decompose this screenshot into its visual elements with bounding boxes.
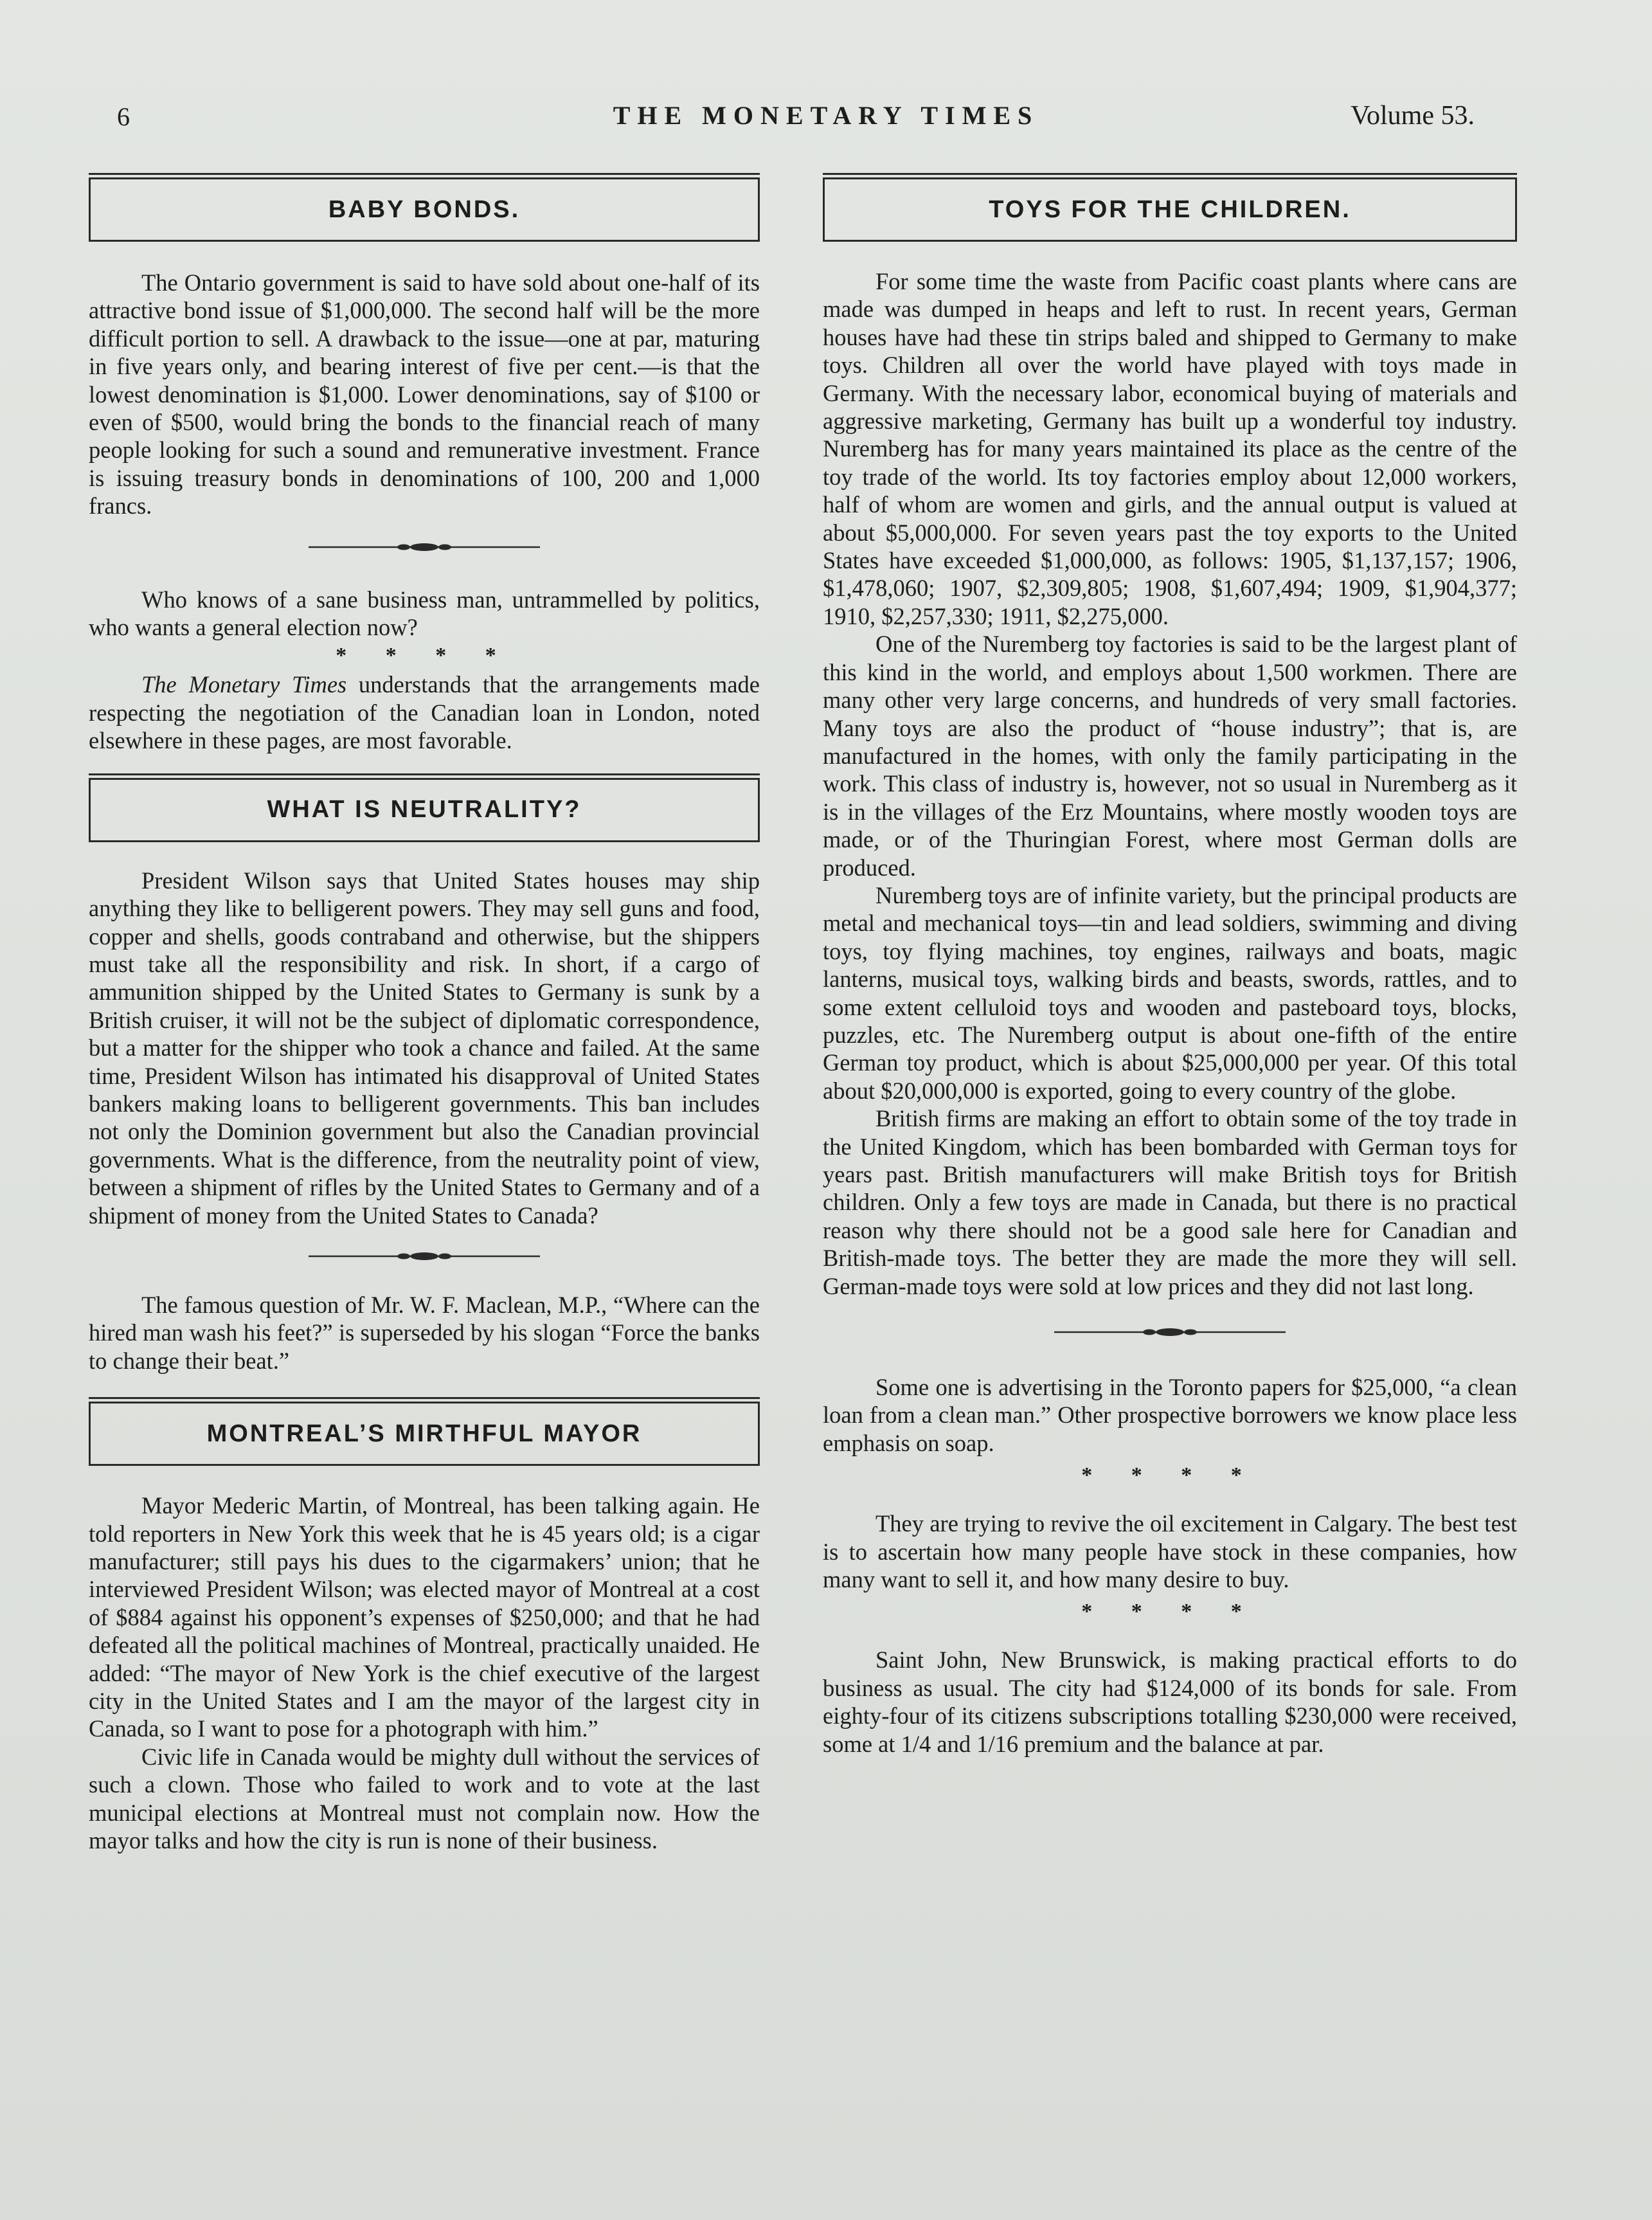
stars-divider: * * * * (1081, 1463, 1259, 1488)
page-number: 6 (117, 102, 130, 131)
section-heading-baby-bonds: BABY BONDS. (89, 177, 760, 242)
neutrality-paragraph: President Wilson says that United States houses may ship anything they like to belligerent powers. They may sell guns and food, copper and shells, goods contraband and otherwise, but the shippers must take all the responsibility and risk. In short, if a cargo of ammunition shipped by the United States to Germany is sunk by a British cruiser, it will not be the subject of diplomatic correspondence, but a matter for the shipper who took a chance and failed. At the same time, President Wilson has intimated his disapproval of United States bankers making loans to belligerent governments. This ban includes not only the Dominion government but also the Canadian provincial governments. What is the difference, from the neutrality point of view, between a shipment of rifles by the United States to Germany and of a shipment of money from the United States to Canada? (89, 867, 760, 1229)
baby-bonds-paragraph: The Ontario government is said to have sold about one-half of its attractive bond issue of $1,000,000. The second half will be the more difficult portion to sell. A drawback to the issue—one at par, maturing in five years only, and bearing interest of five per cent.—is that the lowest denomination is $1,000. Lower denominations, say of $100 or even of $500, would bring the bonds to the financial reach of many people looking for such a sound and remunerative investment. France is issuing treasury bonds in denominations of 100, 200 and 1,000 francs. (89, 269, 760, 519)
stars-divider: * * * * (336, 644, 513, 668)
section-heading-neutrality: WHAT IS NEUTRALITY? (89, 778, 760, 842)
toys-paragraph-3: Nuremberg toys are of infinite variety, but the principal products are metal and mechanical toys—tin and lead soldiers, swimming and diving toys, toy flying machines, toy engines, railways and boats, magic lanterns, musical toys, walking birds and beasts, swords, rattles, and to some extent celluloid toys and wooden and pasteboard toys, blocks, puzzles, etc. The Nuremberg output is about one-fifth of the entire German toy product, which is about $25,000,000 per year. Of this total about $20,000,000 is exported, going to every country of the globe. (823, 881, 1517, 1104)
publication-name: The Monetary Times (141, 671, 347, 698)
right-column (823, 177, 1517, 1758)
mayor-paragraph-1: Mayor Mederic Martin, of Montreal, has been talking again. He told reporters in New York this week that he is 45 years old; is a cigar manufacturer; still pays his dues to the cigarmakers’ union; that he interviewed President Wilson; was elected mayor of Montreal at a cost of $884 against his opponent’s expenses of $250,000; and that he had defeated all the political machines of Montreal, practically unaided. He added: “The mayor of New York is the chief executive of the largest city in the United States and I am the mayor of the largest city in Canada, so I want to pose for a photograph with him.” (89, 1492, 760, 1742)
masthead: THE MONETARY TIMES (613, 101, 1039, 130)
ornament-icon (309, 541, 540, 554)
volume-label: Volume 53. (1351, 101, 1475, 131)
ornament-icon (1054, 1326, 1286, 1339)
toys-paragraph-2: One of the Nuremberg toy factories is said to be the largest plant of this kind in the world, and employs about 1,500 workmen. There are many other very large concerns, and hundreds of very small factories. Many toys are also the product of “house industry”; that is, are manufactured in the homes, with only the family participating in the work. This class of industry is, however, not so usual in Nuremberg as it is in the villages of the Erz Mountains, where mostly wooden toys are made, or of the Thuringian Forest, where most German dolls are produced. (823, 631, 1517, 881)
ornament-icon (309, 1250, 540, 1263)
clean-loan-paragraph: Some one is advertising in the Toronto papers for $25,000, “a clean loan from a clean man.” Other prospective borrowers we know place less emphasis on soap. (823, 1374, 1517, 1456)
maclean-paragraph: The famous question of Mr. W. F. Maclean, M.P., “Where can the hired man wash his feet?” is superseded by his slogan “Force the banks to change their beat.” (89, 1291, 760, 1374)
page-header (0, 98, 1652, 136)
toys-paragraph-1: For some time the waste from Pacific coast plants where cans are made was dumped in heaps and left to rust. In recent years, German houses have had these tin strips baled and shipped to Germany to make toys. Children all over the world have played with toys made in Germany. With the necessary labor, economical buying of materials and aggressive marketing, Germany has built up a wonderful toy industry. Nuremberg has for many years maintained its place as the centre of the toy trade of the world. Its toy factories employ about 12,000 workers, half of whom are women and girls, and the annual output is valued at about $5,000,000. For seven years past the toy exports to the United States have exceeded $1,000,000, as follows: 1905, $1,137,157; 1906, $1,478,060; 1907, $2,309,805; 1908, $1,607,494; 1909, $1,904,377; 1910, $2,257,330; 1911, $2,275,000. (823, 268, 1517, 629)
ornament-divider (89, 1243, 760, 1269)
section-heading-mayor: MONTREAL’S MIRTHFUL MAYOR (89, 1402, 760, 1466)
section-heading-toys: TOYS FOR THE CHILDREN. (823, 177, 1517, 242)
saint-john-paragraph: Saint John, New Brunswick, is making practical efforts to do business as usual. The city had $124,000 of its bonds for sale. From eighty-four of its citizens subscriptions totalling $230,000 were received, some at 1/4 and 1/16 premium and the balance at par. (823, 1647, 1517, 1757)
sane-business-paragraph: Who knows of a sane business man, untrammelled by politics, who wants a general election now? (89, 586, 760, 641)
loan-paragraph-text: understands that the arrangements made respecting the negotiation of the Canadian loan in London, noted elsewhere in these pages, are most favorable. (89, 671, 760, 754)
toys-paragraph-4: British firms are making an effort to obtain some of the toy trade in the United Kingdom, which has been bombarded with German toys for years past. British manufacturers will make British toys for British children. Only a few toys are made in Canada, but there is no practical reason why there should not be a good sale here for Canadian and British-made toys. The better they are made the more they will sell. German-made toys were sold at low prices and they did not last long. (823, 1105, 1517, 1299)
ornament-divider (89, 534, 760, 560)
mayor-paragraph-2: Civic life in Canada would be mighty dull without the services of such a clown. Those who failed to work and to vote at the last municipal elections at Montreal must not complain now. How the mayor talks and how the city is run is none of their business. (89, 1743, 760, 1854)
oil-paragraph: They are trying to revive the oil excitement in Calgary. The best test is to ascertain how many people have stock in these companies, how many want to sell it, and how many desire to buy. (823, 1510, 1517, 1593)
left-column (89, 177, 760, 1854)
ornament-divider (823, 1319, 1517, 1345)
stars-divider: * * * * (1081, 1600, 1259, 1624)
loan-paragraph (89, 671, 760, 754)
